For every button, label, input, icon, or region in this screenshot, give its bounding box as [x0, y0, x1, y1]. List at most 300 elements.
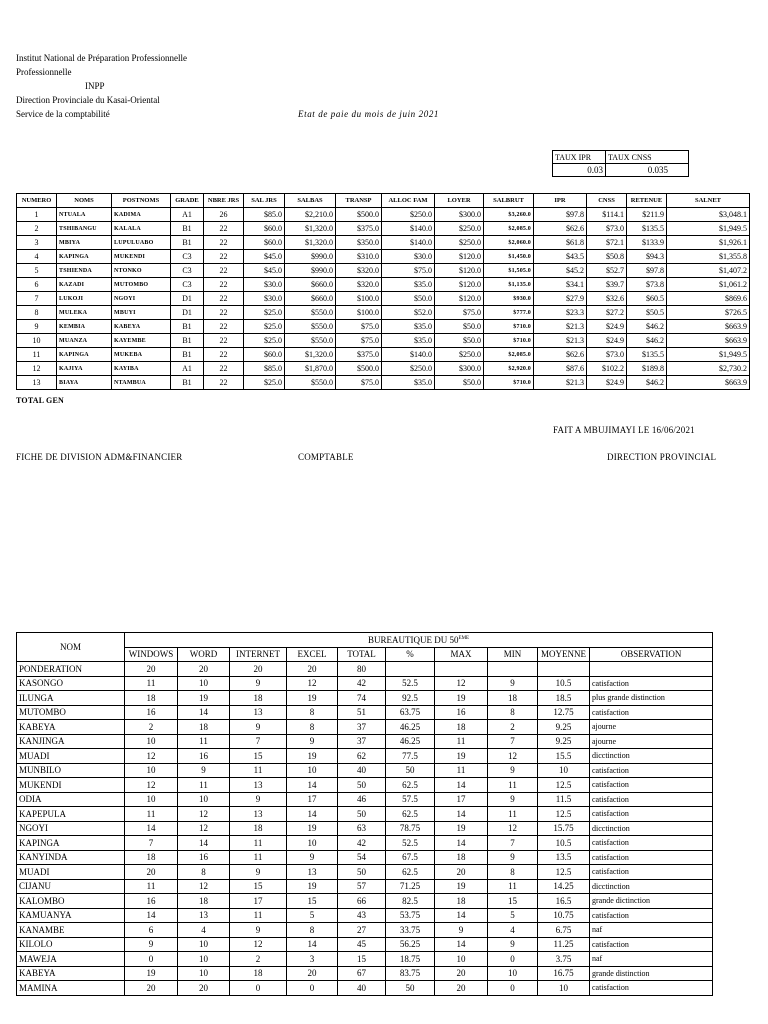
grades-cell: 40 [338, 763, 386, 778]
payroll-cell: 22 [204, 348, 244, 362]
grades-cell: 63.75 [386, 705, 435, 720]
payroll-cell: KAZADI [57, 278, 112, 292]
grades-cell: 50 [338, 865, 386, 880]
payroll-cell: $75.0 [382, 264, 435, 278]
grades-cell: 37 [338, 734, 386, 749]
grades-cell: 9 [488, 792, 538, 807]
grades-cell: 57.5 [386, 792, 435, 807]
student-row [17, 705, 713, 720]
payroll-cell: $1,505.0 [484, 264, 534, 278]
grades-cell: 11 [435, 763, 488, 778]
grades-cell: 18.75 [386, 952, 435, 967]
grades-cell: 12 [125, 778, 178, 793]
grades-cell: 13 [178, 908, 230, 923]
payroll-cell: $250.0 [382, 208, 435, 222]
payroll-cell: $75.0 [336, 320, 382, 334]
grades-cell: 15.75 [538, 821, 590, 836]
payroll-cell: KEMBIA [57, 320, 112, 334]
payroll-cell: 22 [204, 250, 244, 264]
student-row [17, 734, 713, 749]
payroll-cell: $663.9 [667, 376, 750, 390]
grades-cell: 9.25 [538, 734, 590, 749]
grades-cell: 9 [287, 734, 338, 749]
payroll-row [17, 264, 750, 278]
grades-cell: 3 [287, 952, 338, 967]
grades-cell: 80 [338, 662, 386, 677]
grades-cell: 51 [338, 705, 386, 720]
grades-cell: 78.75 [386, 821, 435, 836]
signature-provincial-direction: DIRECTION PROVINCIAL [607, 452, 717, 462]
grades-cell: 12.5 [538, 807, 590, 822]
grades-cell: 20 [435, 966, 488, 981]
payroll-cell: $710.0 [484, 334, 534, 348]
grades-col-header: MAX [435, 647, 488, 662]
grades-cell: 18 [435, 720, 488, 735]
payroll-row [17, 348, 750, 362]
payroll-col-header: RETENUE [627, 194, 667, 208]
grades-cell: 13 [287, 865, 338, 880]
grades-col-header: % [386, 647, 435, 662]
grades-cell: 19 [435, 879, 488, 894]
payroll-cell: $60.0 [244, 236, 285, 250]
payroll-cell: $1,949.5 [667, 222, 750, 236]
grades-cell: 12 [230, 937, 287, 952]
payroll-cell: $62.6 [534, 348, 587, 362]
payroll-cell: KALALA [112, 222, 171, 236]
grades-cell: 9 [488, 937, 538, 952]
grades-cell: catisfaction [590, 705, 713, 720]
grades-cell: 7 [488, 734, 538, 749]
grades-cell: 50 [338, 778, 386, 793]
payroll-cell: $97.8 [627, 264, 667, 278]
grades-cell: 43 [338, 908, 386, 923]
payroll-cell: $35.0 [382, 334, 435, 348]
payroll-cell: 4 [17, 250, 57, 264]
payroll-cell: $500.0 [336, 362, 382, 376]
grades-cell: 9 [178, 763, 230, 778]
grades-cell: KILOLO [17, 937, 125, 952]
payroll-cell: $550.0 [285, 320, 336, 334]
grades-cell: 2 [125, 720, 178, 735]
grades-cell: 12.5 [538, 778, 590, 793]
grades-cell: 50 [386, 981, 435, 996]
payroll-cell: $46.2 [627, 320, 667, 334]
grades-cell [435, 662, 488, 677]
province-direction: Direction Provinciale du Kasai-Oriental [16, 95, 160, 105]
grades-cell [538, 662, 590, 677]
grades-cell: MUTOMBO [17, 705, 125, 720]
grades-cell: 13 [230, 705, 287, 720]
payroll-cell: $990.0 [285, 264, 336, 278]
payroll-cell: $135.5 [627, 348, 667, 362]
payroll-cell: $45.2 [534, 264, 587, 278]
grades-cell: 11.5 [538, 792, 590, 807]
grades-cell: 10 [538, 763, 590, 778]
grades-cell [590, 662, 713, 677]
payroll-cell: LUPULUABO [112, 236, 171, 250]
grades-cell: 7 [230, 734, 287, 749]
payroll-cell: $990.0 [285, 250, 336, 264]
institute-acronym: INPP [85, 81, 105, 91]
payroll-cell: $45.0 [244, 264, 285, 278]
grades-cell: 11 [178, 734, 230, 749]
payroll-cell: $350.0 [336, 236, 382, 250]
grades-cell: 12 [178, 807, 230, 822]
grades-cell: 40 [338, 981, 386, 996]
student-row [17, 821, 713, 836]
grades-cell: 27 [338, 923, 386, 938]
payroll-cell: MULEKA [57, 306, 112, 320]
payroll-cell: $75.0 [435, 306, 484, 320]
grades-cell: MUKENDI [17, 778, 125, 793]
payroll-cell: $52.7 [587, 264, 627, 278]
grades-cell: catisfaction [590, 807, 713, 822]
payroll-cell: $710.0 [484, 376, 534, 390]
grades-cell: 42 [338, 836, 386, 851]
payroll-col-header: NUMERO [17, 194, 57, 208]
signature-admin-finance: FICHE DE DIVISION ADM&FINANCIER [16, 452, 183, 462]
grades-cell: 10.5 [538, 836, 590, 851]
payroll-cell: $30.0 [244, 292, 285, 306]
payroll-cell: $726.5 [667, 306, 750, 320]
payroll-cell: B1 [171, 236, 204, 250]
grades-cell: 14.25 [538, 879, 590, 894]
payroll-cell: $73.0 [587, 348, 627, 362]
grades-cell: ajourne [590, 734, 713, 749]
grades-cell: 10 [488, 966, 538, 981]
payroll-cell: $375.0 [336, 222, 382, 236]
grades-cell: 20 [435, 981, 488, 996]
payroll-col-header: POSTNOMS [112, 194, 171, 208]
payroll-cell: $85.0 [244, 208, 285, 222]
payroll-cell: $25.0 [244, 306, 285, 320]
payroll-cell: $94.3 [627, 250, 667, 264]
grades-cell: 82.5 [386, 894, 435, 909]
grades-cell: 50 [386, 763, 435, 778]
grades-cell: 11 [230, 850, 287, 865]
institute-subname: Professionnelle [16, 67, 72, 77]
payroll-cell: $60.0 [244, 348, 285, 362]
grades-cell: dicctinction [590, 879, 713, 894]
grades-cell: KABEYA [17, 966, 125, 981]
payroll-cell: B1 [171, 320, 204, 334]
grades-cell: 12 [488, 749, 538, 764]
payroll-cell: $1,355.8 [667, 250, 750, 264]
grades-col-header: MIN [488, 647, 538, 662]
payroll-col-header: ALLOC FAM [382, 194, 435, 208]
grades-cell: KAPEPULA [17, 807, 125, 822]
payroll-cell: $320.0 [336, 278, 382, 292]
payroll-cell: $102.2 [587, 362, 627, 376]
grades-cell: MUNBILO [17, 763, 125, 778]
cnss-rate-value: 0.035 [606, 164, 689, 177]
grades-cell: dicctinction [590, 821, 713, 836]
payroll-cell: $24.9 [587, 376, 627, 390]
payroll-cell: $250.0 [435, 222, 484, 236]
payroll-cell: 5 [17, 264, 57, 278]
grades-cell: 14 [435, 908, 488, 923]
payroll-cell: $46.2 [627, 376, 667, 390]
payroll-cell: 1 [17, 208, 57, 222]
payroll-cell: NGOYI [112, 292, 171, 306]
grades-cell: 10 [178, 966, 230, 981]
payroll-cell: $75.0 [336, 376, 382, 390]
student-row [17, 966, 713, 981]
grades-cell: 10.75 [538, 908, 590, 923]
grades-cell: 11 [230, 908, 287, 923]
grades-col-header: INTERNET [230, 647, 287, 662]
payroll-cell: 22 [204, 320, 244, 334]
payroll-cell: $114.1 [587, 208, 627, 222]
grades-cell: 4 [178, 923, 230, 938]
payroll-cell: KABEYA [112, 320, 171, 334]
payroll-cell: 22 [204, 222, 244, 236]
grades-cell: 66 [338, 894, 386, 909]
student-row [17, 836, 713, 851]
grades-cell: 10.5 [538, 676, 590, 691]
grades-cell: 3.75 [538, 952, 590, 967]
grades-cell: 11.25 [538, 937, 590, 952]
grades-cell: 14 [287, 778, 338, 793]
grades-cell: catisfaction [590, 865, 713, 880]
grades-cell: MAWEJA [17, 952, 125, 967]
grades-cell: 83.75 [386, 966, 435, 981]
grades-cell: 20 [125, 981, 178, 996]
grades-cell: 20 [125, 662, 178, 677]
student-row [17, 937, 713, 952]
grades-cell: 19 [178, 691, 230, 706]
student-row [17, 676, 713, 691]
payroll-cell: $120.0 [435, 250, 484, 264]
grades-cell: 53.75 [386, 908, 435, 923]
student-row [17, 952, 713, 967]
grades-cell: 52.5 [386, 836, 435, 851]
payroll-cell: KAJIYA [57, 362, 112, 376]
payroll-cell: $135.5 [627, 222, 667, 236]
payroll-cell: $133.9 [627, 236, 667, 250]
payroll-cell: NTUALA [57, 208, 112, 222]
payroll-cell: NTONKO [112, 264, 171, 278]
ipr-rate-value: 0.03 [553, 164, 606, 177]
grades-cell: 12 [178, 879, 230, 894]
payroll-cell: 8 [17, 306, 57, 320]
payroll-cell: 22 [204, 334, 244, 348]
grades-cell: 33.75 [386, 923, 435, 938]
grades-cell: 2 [230, 952, 287, 967]
grades-cell: 8 [287, 705, 338, 720]
payroll-cell: $21.3 [534, 334, 587, 348]
grades-cell: 62.5 [386, 807, 435, 822]
grades-cell: 5 [287, 908, 338, 923]
payroll-cell: $1,320.0 [285, 236, 336, 250]
payroll-cell: $25.0 [244, 376, 285, 390]
payroll-cell: MUANZA [57, 334, 112, 348]
payroll-col-header: IPR [534, 194, 587, 208]
grades-cell: 16 [125, 894, 178, 909]
grades-cell: 9 [488, 850, 538, 865]
grades-cell: 15 [287, 894, 338, 909]
grades-cell: 14 [178, 836, 230, 851]
student-row [17, 691, 713, 706]
payroll-cell: $2,085.0 [484, 222, 534, 236]
grades-cell: MUADI [17, 749, 125, 764]
grades-cell: 0 [287, 981, 338, 996]
grades-cell: 62 [338, 749, 386, 764]
grades-cell: 9.25 [538, 720, 590, 735]
grades-cell: 7 [488, 836, 538, 851]
payroll-cell: 22 [204, 264, 244, 278]
student-row [17, 749, 713, 764]
grades-cell: 10 [178, 676, 230, 691]
payroll-cell: $85.0 [244, 362, 285, 376]
payroll-cell: 22 [204, 292, 244, 306]
grades-cell: 77.5 [386, 749, 435, 764]
payroll-cell: MUTOMBO [112, 278, 171, 292]
payroll-cell: $250.0 [435, 348, 484, 362]
payroll-cell: D1 [171, 292, 204, 306]
grades-cell: 17 [230, 894, 287, 909]
grades-cell [386, 662, 435, 677]
grades-cell: 14 [287, 807, 338, 822]
payroll-cell: $27.9 [534, 292, 587, 306]
grades-cell: 16 [178, 850, 230, 865]
payroll-cell: B1 [171, 348, 204, 362]
grades-cell: 11 [488, 807, 538, 822]
payroll-cell: D1 [171, 306, 204, 320]
payroll-cell: $30.0 [244, 278, 285, 292]
payroll-col-header: SAL JRS [244, 194, 285, 208]
grades-cell: 19 [125, 966, 178, 981]
grades-cell: 19 [435, 749, 488, 764]
grades-cell: 19 [435, 821, 488, 836]
grades-cell: 9 [230, 676, 287, 691]
grades-cell: 15 [230, 749, 287, 764]
grades-col-header: WORD [178, 647, 230, 662]
grades-cell: catisfaction [590, 908, 713, 923]
payroll-col-header: GRADE [171, 194, 204, 208]
payroll-row [17, 306, 750, 320]
grades-cell: 5 [488, 908, 538, 923]
grades-cell: 18 [435, 850, 488, 865]
grades-cell: 9 [230, 792, 287, 807]
payroll-cell: $35.0 [382, 278, 435, 292]
grades-cell: 12 [488, 821, 538, 836]
grades-cell: 15 [230, 879, 287, 894]
grades-cell: catisfaction [590, 981, 713, 996]
grades-cell: plus grande distinction [590, 691, 713, 706]
grades-cell: 12 [125, 749, 178, 764]
grades-cell: 67.5 [386, 850, 435, 865]
payroll-cell: $1,320.0 [285, 348, 336, 362]
grades-cell: 14 [435, 836, 488, 851]
grades-cell: 11 [125, 676, 178, 691]
payroll-cell: $140.0 [382, 222, 435, 236]
payroll-cell: $50.0 [382, 292, 435, 306]
payroll-cell: $100.0 [336, 306, 382, 320]
student-row [17, 894, 713, 909]
grades-col-header: MOYENNE [538, 647, 590, 662]
grades-cell: 10 [435, 952, 488, 967]
payroll-cell: KAYEMBE [112, 334, 171, 348]
grades-cell: 12.75 [538, 705, 590, 720]
payroll-cell: $1,407.2 [667, 264, 750, 278]
payroll-cell: $250.0 [382, 362, 435, 376]
grades-cell: 11 [435, 734, 488, 749]
grades-cell: 20 [230, 662, 287, 677]
grades-cell: 46 [338, 792, 386, 807]
payroll-cell: $550.0 [285, 306, 336, 320]
grades-cell: 10 [538, 981, 590, 996]
grades-cell: catisfaction [590, 792, 713, 807]
grades-cell: 18 [230, 966, 287, 981]
grades-cell: 18 [230, 821, 287, 836]
grades-cell: naf [590, 952, 713, 967]
grades-cell: 9 [488, 676, 538, 691]
payroll-cell: KAYIBA [112, 362, 171, 376]
payroll-cell: $1,949.5 [667, 348, 750, 362]
payroll-cell: $75.0 [336, 334, 382, 348]
grades-cell: 9 [287, 850, 338, 865]
grades-cell: 9 [230, 865, 287, 880]
payroll-cell: $97.8 [534, 208, 587, 222]
grades-cell: 9 [125, 937, 178, 952]
grades-cell: 8 [488, 865, 538, 880]
grades-cell: 9 [230, 720, 287, 735]
grades-cell: 16 [435, 705, 488, 720]
payroll-cell: 22 [204, 376, 244, 390]
payroll-cell: $300.0 [435, 362, 484, 376]
payroll-cell: $375.0 [336, 348, 382, 362]
grades-cell: 62.5 [386, 778, 435, 793]
grades-cell: 18 [178, 720, 230, 735]
payroll-cell: $25.0 [244, 320, 285, 334]
grades-cell: catisfaction [590, 836, 713, 851]
grades-cell: 11 [125, 807, 178, 822]
payroll-cell: 26 [204, 208, 244, 222]
student-row [17, 850, 713, 865]
accounting-service: Service de la comptabilité [16, 109, 110, 119]
payroll-cell: A1 [171, 362, 204, 376]
grades-cell: 20 [287, 966, 338, 981]
grades-cell: 14 [435, 778, 488, 793]
payroll-cell: $21.3 [534, 320, 587, 334]
grades-cell: 11 [178, 778, 230, 793]
grades-cell: 92.5 [386, 691, 435, 706]
payroll-cell: $211.9 [627, 208, 667, 222]
grades-cell: 10 [178, 937, 230, 952]
payroll-cell: $663.9 [667, 334, 750, 348]
payroll-cell: $869.6 [667, 292, 750, 306]
student-row [17, 778, 713, 793]
payroll-cell: $500.0 [336, 208, 382, 222]
grades-cell: 45 [338, 937, 386, 952]
payroll-cell: $72.1 [587, 236, 627, 250]
payroll-cell: $62.6 [534, 222, 587, 236]
payroll-cell: 22 [204, 278, 244, 292]
grades-cell: 0 [230, 981, 287, 996]
payroll-cell: $2,920.0 [484, 362, 534, 376]
payroll-table [16, 193, 750, 390]
payroll-row [17, 320, 750, 334]
payroll-cell: 22 [204, 306, 244, 320]
payroll-row [17, 362, 750, 376]
payroll-col-header: CNSS [587, 194, 627, 208]
payroll-cell: 22 [204, 362, 244, 376]
payroll-cell: 11 [17, 348, 57, 362]
payroll-cell: $2,210.0 [285, 208, 336, 222]
grades-cell: 14 [178, 705, 230, 720]
grades-col-header: EXCEL [287, 647, 338, 662]
